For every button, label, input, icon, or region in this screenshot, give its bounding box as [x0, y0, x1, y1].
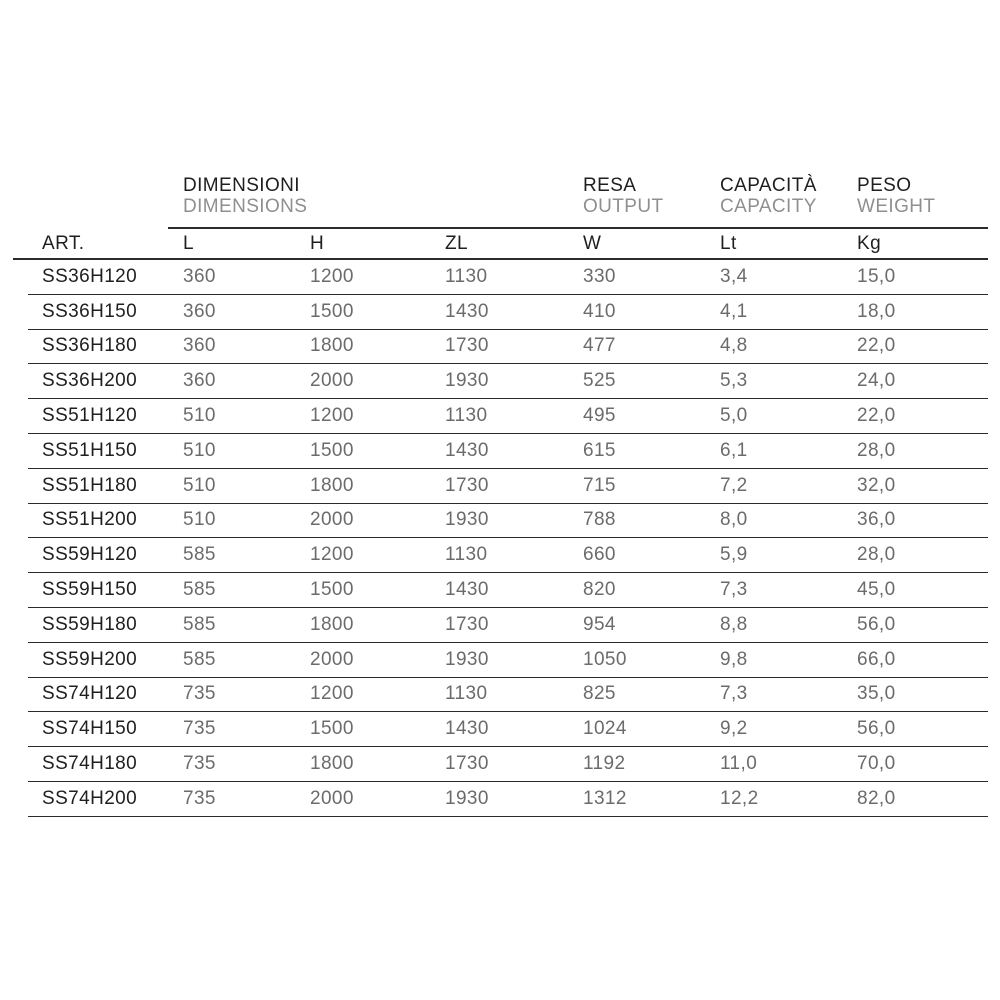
table-group-header-row — [183, 175, 988, 217]
table-row — [28, 399, 988, 434]
value-cell: 4,1 — [720, 300, 748, 322]
table-row — [28, 469, 988, 504]
value-cell: 7,2 — [720, 474, 748, 496]
group-output — [583, 175, 720, 217]
table-row — [28, 573, 988, 608]
value-cell: 510 — [183, 405, 216, 427]
value-cell: 1430 — [445, 579, 489, 601]
art-code: SS36H120 — [42, 265, 138, 287]
value-cell: 8,8 — [720, 613, 748, 635]
art-code: SS59H180 — [42, 613, 138, 635]
art-code: SS59H200 — [42, 648, 138, 670]
value-cell: 510 — [183, 474, 216, 496]
table-row — [28, 260, 988, 295]
group-weight-title-it: PESO — [857, 175, 912, 196]
value-cell: 32,0 — [857, 474, 896, 496]
value-cell: 1800 — [310, 335, 354, 357]
art-code: SS51H150 — [42, 439, 138, 461]
value-cell: 2000 — [310, 370, 354, 392]
value-cell: 735 — [183, 683, 216, 705]
value-cell: 1500 — [310, 300, 354, 322]
value-cell: 70,0 — [857, 753, 896, 775]
table-row — [28, 295, 988, 330]
value-cell: 735 — [183, 718, 216, 740]
group-dimensions-title-it: DIMENSIONI — [183, 175, 300, 196]
value-cell: 11,0 — [720, 753, 758, 775]
group-output-title-en: OUTPUT — [583, 196, 664, 217]
value-cell: 1500 — [310, 718, 354, 740]
art-code: SS51H120 — [42, 405, 138, 427]
value-cell: 9,8 — [720, 648, 748, 670]
value-cell: 1192 — [583, 753, 626, 775]
art-code: SS36H200 — [42, 370, 138, 392]
value-cell: 2000 — [310, 648, 354, 670]
value-cell: 1024 — [583, 718, 627, 740]
table-row — [28, 678, 988, 713]
value-cell: 1130 — [445, 544, 488, 566]
table-row — [28, 712, 988, 747]
value-cell: 4,8 — [720, 335, 748, 357]
value-cell: 330 — [583, 265, 616, 287]
value-cell: 35,0 — [857, 683, 896, 705]
value-cell: 477 — [583, 335, 616, 357]
value-cell: 2000 — [310, 787, 354, 809]
value-cell: 1200 — [310, 683, 354, 705]
value-cell: 45,0 — [857, 579, 896, 601]
value-cell: 585 — [183, 648, 216, 670]
art-code: SS59H120 — [42, 544, 138, 566]
value-cell: 1930 — [445, 509, 489, 531]
table-row — [28, 538, 988, 573]
value-cell: 28,0 — [857, 544, 896, 566]
value-cell: 36,0 — [857, 509, 896, 531]
art-code: SS59H150 — [42, 579, 138, 601]
group-capacity-title-it: CAPACITÀ — [720, 175, 817, 196]
value-cell: 1430 — [445, 718, 489, 740]
column-header-h: H — [310, 233, 325, 254]
value-cell: 1730 — [445, 335, 489, 357]
table-row — [28, 747, 988, 782]
value-cell: 1130 — [445, 683, 488, 705]
value-cell: 1200 — [310, 405, 354, 427]
value-cell: 3,4 — [720, 265, 748, 287]
table-row — [28, 643, 988, 678]
column-header-kg: Kg — [857, 233, 882, 254]
value-cell: 1500 — [310, 439, 354, 461]
value-cell: 12,2 — [720, 787, 759, 809]
value-cell: 1200 — [310, 265, 354, 287]
value-cell: 9,2 — [720, 718, 748, 740]
value-cell: 2000 — [310, 509, 354, 531]
table-column-header-row — [13, 230, 988, 258]
column-header-lt: Lt — [720, 233, 737, 254]
value-cell: 735 — [183, 753, 216, 775]
value-cell: 510 — [183, 509, 216, 531]
value-cell: 510 — [183, 439, 216, 461]
art-code: SS74H200 — [42, 787, 138, 809]
value-cell: 5,3 — [720, 370, 748, 392]
value-cell: 585 — [183, 613, 216, 635]
value-cell: 8,0 — [720, 509, 748, 531]
value-cell: 1800 — [310, 474, 354, 496]
value-cell: 360 — [183, 300, 216, 322]
value-cell: 7,3 — [720, 579, 748, 601]
art-code: SS74H120 — [42, 683, 138, 705]
value-cell: 1800 — [310, 753, 354, 775]
value-cell: 7,3 — [720, 683, 748, 705]
group-capacity — [720, 175, 857, 217]
value-cell: 1800 — [310, 613, 354, 635]
value-cell: 18,0 — [857, 300, 896, 322]
group-output-title-it: RESA — [583, 175, 637, 196]
value-cell: 715 — [583, 474, 616, 496]
group-weight-title-en: WEIGHT — [857, 196, 936, 217]
value-cell: 24,0 — [857, 370, 896, 392]
table-row — [28, 330, 988, 365]
value-cell: 585 — [183, 544, 216, 566]
value-cell: 28,0 — [857, 439, 896, 461]
value-cell: 5,0 — [720, 405, 748, 427]
column-header-w: W — [583, 233, 602, 254]
value-cell: 1430 — [445, 300, 489, 322]
value-cell: 410 — [583, 300, 616, 322]
value-cell: 1930 — [445, 370, 489, 392]
value-cell: 5,9 — [720, 544, 748, 566]
value-cell: 1200 — [310, 544, 354, 566]
table-body — [28, 260, 988, 817]
value-cell: 22,0 — [857, 335, 896, 357]
column-header-l: L — [183, 233, 194, 254]
table-row — [28, 364, 988, 399]
group-weight — [857, 175, 988, 217]
value-cell: 735 — [183, 787, 216, 809]
column-header-art: ART. — [42, 233, 85, 254]
art-code: SS51H180 — [42, 474, 138, 496]
table-row — [28, 782, 988, 817]
art-code: SS74H150 — [42, 718, 138, 740]
value-cell: 1430 — [445, 439, 489, 461]
value-cell: 360 — [183, 335, 216, 357]
art-code: SS36H180 — [42, 335, 138, 357]
value-cell: 1312 — [583, 787, 627, 809]
group-dimensions-title-en: DIMENSIONS — [183, 196, 308, 217]
value-cell: 56,0 — [857, 613, 896, 635]
group-header-underline — [168, 227, 988, 229]
value-cell: 56,0 — [857, 718, 896, 740]
table-row — [28, 608, 988, 643]
value-cell: 1500 — [310, 579, 354, 601]
value-cell: 820 — [583, 579, 616, 601]
value-cell: 1930 — [445, 787, 489, 809]
value-cell: 1130 — [445, 405, 488, 427]
art-code: SS36H150 — [42, 300, 138, 322]
value-cell: 495 — [583, 405, 616, 427]
value-cell: 1930 — [445, 648, 489, 670]
table-row — [28, 434, 988, 469]
value-cell: 82,0 — [857, 787, 896, 809]
value-cell: 788 — [583, 509, 616, 531]
value-cell: 360 — [183, 370, 216, 392]
value-cell: 1050 — [583, 648, 627, 670]
column-header-zl: ZL — [445, 233, 468, 254]
value-cell: 585 — [183, 579, 216, 601]
value-cell: 15,0 — [857, 265, 896, 287]
value-cell: 1730 — [445, 613, 489, 635]
value-cell: 360 — [183, 265, 216, 287]
group-capacity-title-en: CAPACITY — [720, 196, 817, 217]
value-cell: 660 — [583, 544, 616, 566]
value-cell: 525 — [583, 370, 616, 392]
value-cell: 66,0 — [857, 648, 896, 670]
group-dimensions — [183, 175, 583, 217]
value-cell: 1730 — [445, 474, 489, 496]
value-cell: 954 — [583, 613, 616, 635]
table-row — [28, 504, 988, 539]
value-cell: 1130 — [445, 265, 488, 287]
value-cell: 825 — [583, 683, 616, 705]
art-code: SS74H180 — [42, 753, 138, 775]
value-cell: 1730 — [445, 753, 489, 775]
value-cell: 22,0 — [857, 405, 896, 427]
art-code: SS51H200 — [42, 509, 138, 531]
value-cell: 615 — [583, 439, 616, 461]
value-cell: 6,1 — [720, 439, 748, 461]
